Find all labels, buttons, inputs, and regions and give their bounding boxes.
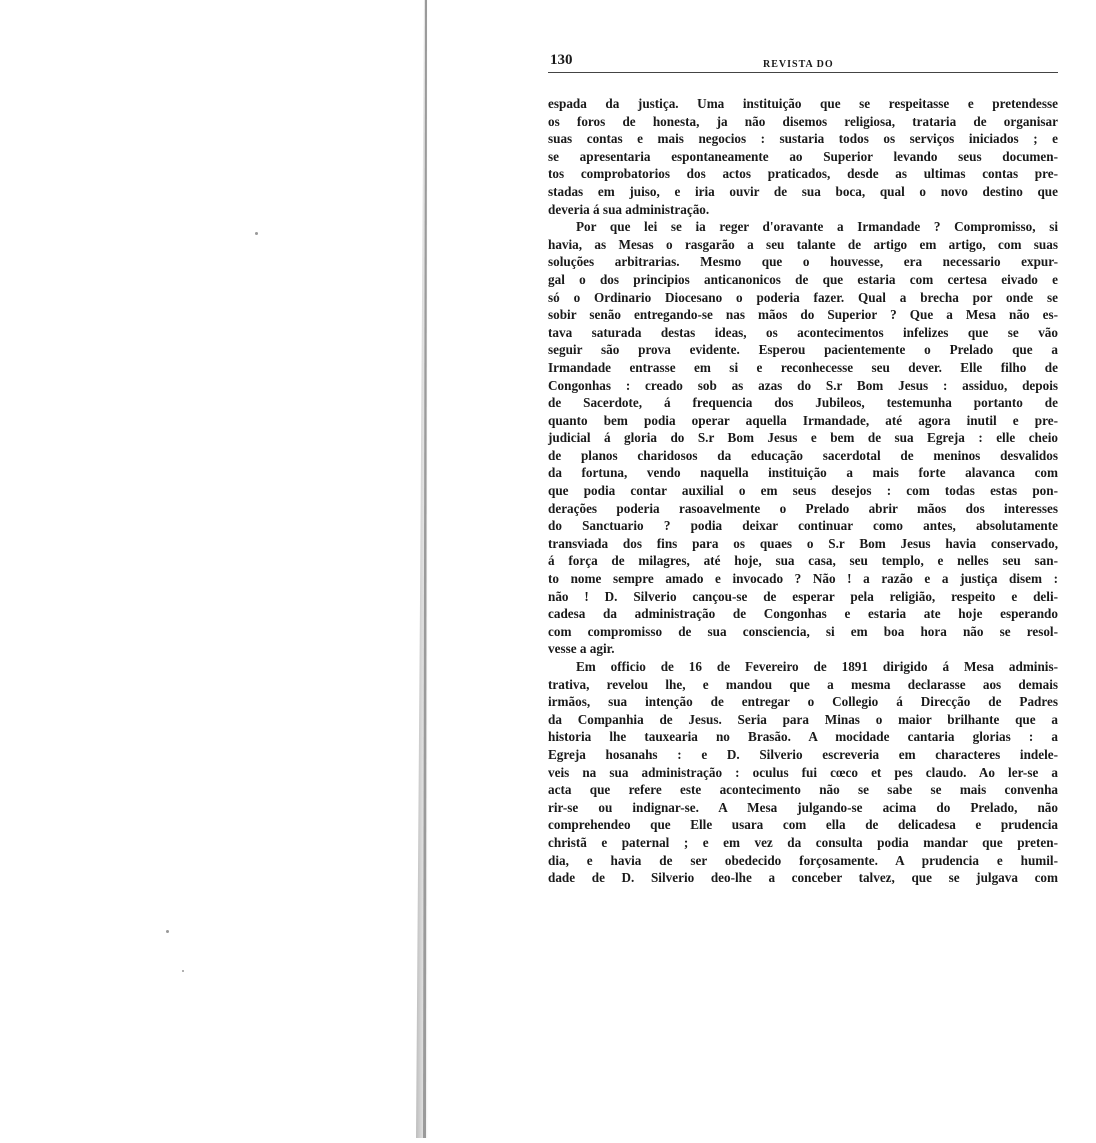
paragraph-1 [548,95,1058,218]
text-line: dia, e havia de ser obedecido forçosamente. A prudencia e humil- [548,852,1058,868]
page-header [548,48,1058,73]
text-line: historia lhe tauxearia no Brasão. A mocidade cantaria glorias : a [548,729,1058,745]
text-line: do Sanctuario ? podia deixar continuar como antes, absolutamente [548,518,1058,534]
text-line: dade de D. Silverio deo-lhe a conceber talvez, que se julgava com [548,870,1058,886]
text-line: rir-se ou indignar-se. A Mesa julgando-se acima do Prelado, não [548,799,1058,815]
text-line: sobir senão entregando-se nas mãos do Superior ? Que a Mesa não es- [548,307,1058,323]
text-line: se apresentaria espontaneamente ao Superior levando seus documen- [548,148,1058,164]
text-line: de Sacerdote, á frequencia dos Jubileos, testemunha portanto de [548,395,1058,411]
text-line: stadas em juiso, e iria ouvir de sua boca, qual o novo destino que [548,183,1058,199]
text-line: da fortuna, vendo naquella instituição a mais forte alavanca com [548,465,1058,481]
text-line: comprehendeo que Elle usara com ella de delicadesa e prudencia [548,817,1058,833]
text-line: tava saturada destas ideas, os acontecimentos infelizes que se vão [548,324,1058,340]
text-line: deveria á sua administração. [548,201,710,217]
text-line: espada da justiça. Uma instituição que se respeitasse e pretendesse [548,96,1058,111]
text-line: seguir são prova evidente. Esperou pacientemente o Prelado que a [548,342,1058,358]
text-line: os foros de honesta, ja não disemos religiosa, trataria de organisar [548,113,1058,129]
page-number: 130 [550,52,573,68]
text-line: Egreja hosanahs : e D. Silverio escreveria em characteres indele- [548,746,1058,762]
text-line: quanto bem podia operar aquella Irmandade, até agora inutil e pre- [548,412,1058,428]
book-page [548,48,1058,1108]
page-gutter-shadow [414,0,438,1138]
text-line: vesse a agir. [548,641,615,657]
running-title: REVISTA DO [763,59,834,70]
text-line: tos comprobatorios dos actos praticados, desde as ultimas contas pre- [548,166,1058,182]
text-line: to nome sempre amado e invocado ? Não ! a razão e a justiça disem : [548,571,1058,587]
text-line: veis na sua administração : oculus fui cœco et pes claudo. Ao ler-se a [548,764,1058,780]
text-line: á força de milagres, até hoje, sua casa, seu templo, e nelles seu san- [548,553,1058,569]
text-line: derações poderia rasoavelmente o Prelado abrir mãos dos interesses [548,500,1058,516]
text-line: acta que refere este acontecimento não se sabe se mais convenha [548,782,1058,798]
text-line: Em officio de 16 de Fevereiro de 1891 dirigido á Mesa adminis- [576,659,1058,674]
text-line: gal o dos principios anticanonicos de que estaria com certesa eivado e [548,271,1058,287]
text-line: soluções arbitrarias. Mesmo que o houvesse, era necessario expur- [548,254,1058,270]
text-line: Congonhas : creado sob as azas do S.r Bom Jesus : assiduo, depois [548,377,1058,393]
text-line: Por que lei se ia reger d'oravante a Irmandade ? Compromisso, si [576,219,1058,235]
text-line: judicial á gloria do S.r Bom Jesus e bem de sua Egreja : elle cheio [548,430,1058,446]
text-line: transviada dos fins para os quaes o S.r Bom Jesus havia conservado, [548,535,1058,551]
paragraph-3 [548,658,1058,887]
page-body [548,95,1058,887]
text-line: Irmandade entrasse em si e reconhecesse seu dever. Elle filho de [548,359,1058,375]
text-line: não ! D. Silverio cançou-se de esperar pela religião, respeito e deli- [548,588,1058,604]
text-line: de planos charidosos da educação sacerdotal de meninos desvalidos [548,447,1058,463]
text-line: da Companhia de Jesus. Seria para Minas o maior brilhante que a [548,711,1058,727]
text-line: havia, as Mesas o rasgarão a seu talante de artigo em artigo, com suas [548,236,1058,252]
text-line: trativa, revelou lhe, e mandou que a mesma declarasse aos demais [548,676,1058,692]
paragraph-2 [548,218,1058,658]
text-line: suas contas e mais negocios : sustaria todos os serviços iniciados ; e [548,131,1058,147]
text-line: que podia contar auxilial o em seus desejos : com todas estas pon- [548,483,1058,499]
text-line: só o Ordinario Diocesano o poderia fazer. Qual a brecha por onde se [548,289,1058,305]
text-line: christã e paternal ; e em vez da consulta podia mandar que preten- [548,834,1058,850]
text-line: irmãos, sua intenção de entregar o Collegio á Direcção de Padres [548,694,1058,710]
text-line: com compromisso de sua consciencia, si em boa hora não se resol- [548,623,1058,639]
text-line: cadesa da administração de Congonhas e estaria ate hoje esperando [548,606,1058,622]
